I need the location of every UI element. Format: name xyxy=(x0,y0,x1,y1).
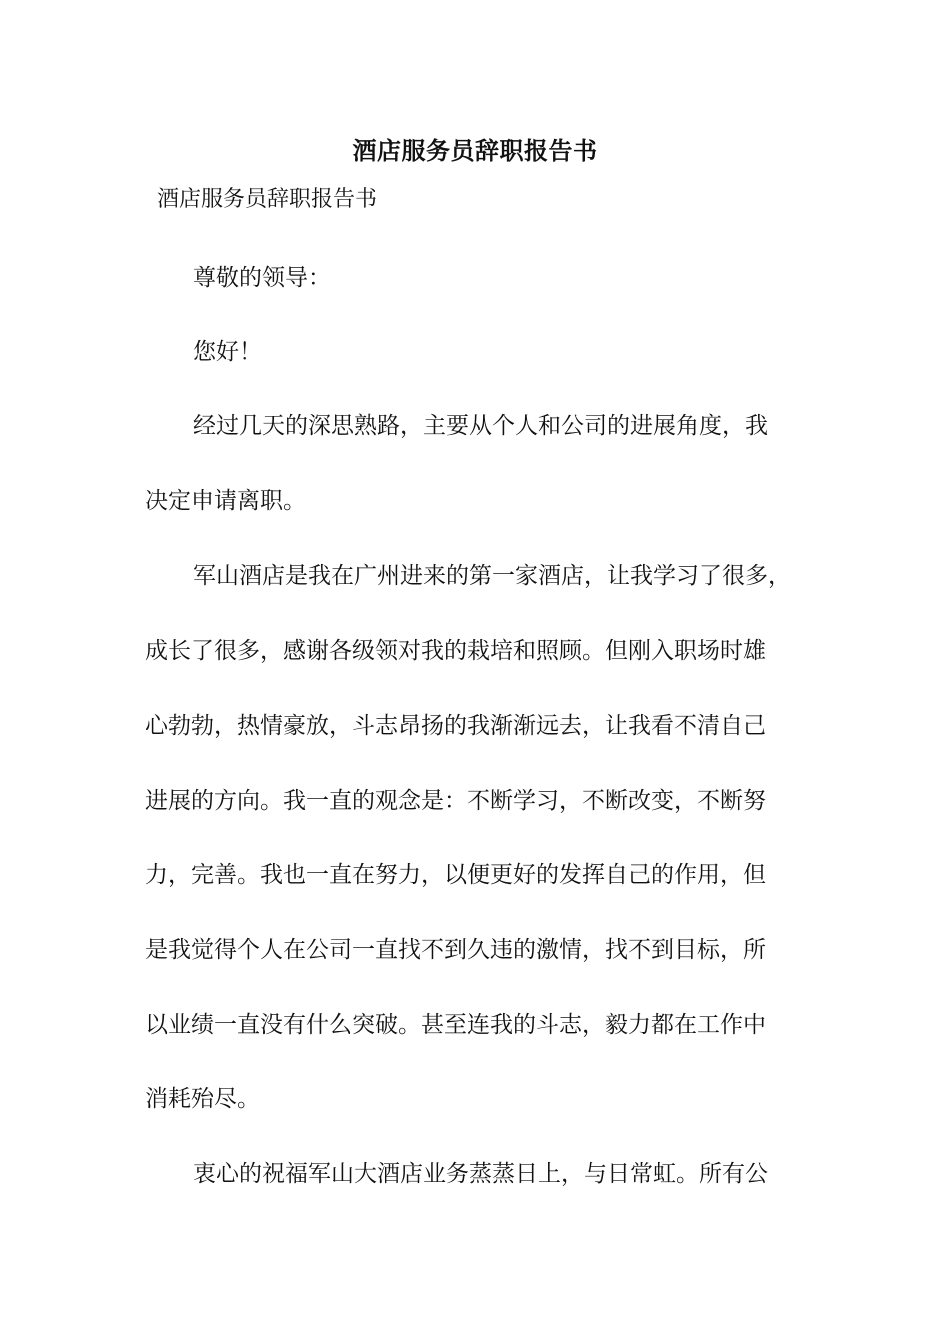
paragraph-2-line-8: 消耗殆尽。 xyxy=(145,1086,260,1112)
paragraph-1-line-1: 经过几天的深思熟路，主要从个人和公司的进展角度，我 xyxy=(193,413,768,439)
greeting: 您好！ xyxy=(193,339,262,365)
paragraph-2-line-3: 心勃勃，热情豪放，斗志昂扬的我渐渐远去，让我看不清自己 xyxy=(145,713,766,739)
paragraph-2-line-7: 以业绩一直没有什么突破。甚至连我的斗志，毅力都在工作中 xyxy=(145,1012,766,1038)
salutation: 尊敬的领导： xyxy=(193,265,331,291)
document-subtitle: 酒店服务员辞职报告书 xyxy=(157,187,378,212)
paragraph-2-line-4: 进展的方向。我一直的观念是：不断学习，不断改变，不断努 xyxy=(145,788,766,814)
paragraph-2-line-1: 军山酒店是我在广州进来的第一家酒店，让我学习了很多， xyxy=(193,563,791,589)
paragraph-2-line-6: 是我觉得个人在公司一直找不到久违的激情，找不到目标，所 xyxy=(145,937,766,963)
paragraph-2-line-5: 力，完善。我也一直在努力，以便更好的发挥自己的作用，但 xyxy=(145,862,766,888)
paragraph-3-line-1: 衷心的祝福军山大酒店业务蒸蒸日上，与日常虹。所有公 xyxy=(193,1161,768,1187)
document-title: 酒店服务员辞职报告书 xyxy=(352,136,598,165)
paragraph-2-line-2: 成长了很多，感谢各级领对我的栽培和照顾。但刚入职场时雄 xyxy=(145,638,766,664)
paragraph-1-line-2: 决定申请离职。 xyxy=(145,488,306,514)
